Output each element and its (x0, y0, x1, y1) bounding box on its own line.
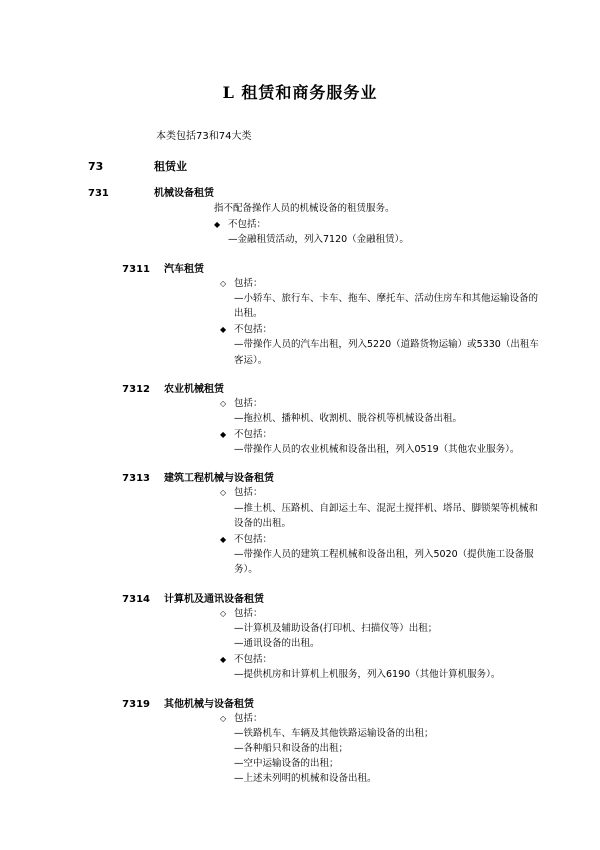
exclude-marker-icon: ◆ (220, 655, 227, 665)
group-label: 不包括： (234, 324, 273, 336)
include-marker-icon: ◇ (220, 488, 227, 498)
section-name: 计算机及通讯设备租赁 (164, 593, 264, 605)
group-heading (220, 532, 540, 547)
group-label: 包括： (234, 607, 263, 619)
group-heading (220, 396, 540, 411)
list-item: —带操作人员的建筑工程机械和设备出租，列入5020（提供施工设备服务）。 (234, 549, 534, 576)
intro-text: 本类包括73和74大类 (156, 131, 252, 142)
section-name: 租赁业 (154, 160, 187, 173)
list-item: —各种船只和设备的出租； (234, 742, 349, 754)
group-heading (220, 427, 540, 442)
group-heading (220, 322, 540, 337)
page-title: L 租赁和商务服务业 (222, 83, 378, 102)
list-item: —上述未列明的机械和设备出租。 (234, 773, 377, 785)
list-item: —铁路机车、车辆及其他铁路运输设备的出租； (234, 727, 434, 739)
group-label: 包括： (234, 712, 263, 724)
section-mid-731 (60, 184, 540, 199)
group-heading (220, 711, 540, 726)
exclude-marker-icon: ◆ (220, 325, 227, 335)
section-code: 7311 (122, 263, 150, 275)
list-item: —计算机及辅助设备(打印机、扫描仪等）出租； (234, 622, 438, 634)
section-code: 73 (88, 160, 104, 173)
section-body-7311 (220, 276, 540, 368)
section-code: 7312 (122, 383, 150, 395)
section-name: 其他机械与设备租赁 (164, 698, 254, 710)
section-sub-7313 (60, 469, 540, 484)
section-body-7312 (220, 396, 540, 458)
list-item: —拖拉机、播种机、收割机、脱谷机等机械设备出租。 (234, 412, 463, 424)
include-marker-icon: ◇ (220, 398, 227, 408)
list-item: —带操作人员的汽车出租，列入5220（道路货物运输）或5330（出租车客运）。 (234, 339, 539, 366)
section-name: 建筑工程机械与设备租赁 (164, 473, 274, 485)
section-body-7319 (220, 711, 540, 787)
section-name: 汽车租赁 (164, 263, 204, 275)
section-body-7313 (220, 485, 540, 577)
list-item: —提供机房和计算机上机服务，列入6190（其他计算机服务）。 (234, 669, 501, 681)
group-heading (220, 276, 540, 291)
group-heading (220, 606, 540, 621)
group-label: 不包括： (234, 534, 273, 545)
section-sub-7319 (60, 695, 540, 710)
group-heading (220, 652, 540, 667)
section-body-7314 (220, 606, 540, 683)
group-label: 包括： (234, 397, 263, 409)
include-marker-icon: ◇ (220, 608, 227, 618)
group-label: 不包括： (234, 654, 273, 666)
list-item: —空中运输设备的出租； (234, 758, 339, 770)
section-name: 农业机械租赁 (164, 383, 224, 395)
exclude-marker-icon: ◆ (214, 220, 221, 230)
section-code: 7313 (122, 473, 150, 485)
exclude-marker-icon: ◆ (220, 430, 227, 440)
section-sub-7312 (60, 380, 540, 395)
list-item: —通讯设备的出租。 (234, 637, 320, 649)
group-label: 包括： (234, 487, 263, 499)
section-sub-7314 (60, 590, 540, 605)
group-label: 不包括： (228, 219, 267, 231)
group-heading (214, 217, 540, 232)
section-description: 指不配备操作人员的机械设备的租赁服务。 (214, 203, 395, 214)
list-item: —带操作人员的农业机械和设备出租，列入0519（其他农业服务）。 (234, 444, 520, 456)
exclude-marker-icon: ◆ (220, 535, 227, 544)
section-major-73 (60, 158, 540, 174)
section-code: 7319 (122, 698, 150, 710)
section-sub-7311 (60, 260, 540, 275)
section-code: 731 (88, 188, 109, 199)
section-code: 7314 (122, 593, 150, 605)
include-marker-icon: ◇ (220, 713, 227, 723)
group-label: 包括： (234, 277, 263, 289)
section-name: 机械设备租赁 (154, 188, 214, 199)
list-item: —金融租赁活动，列入7120（金融租赁）。 (228, 234, 409, 246)
group-heading (220, 485, 540, 500)
group-label: 不包括： (234, 429, 273, 441)
include-marker-icon: ◇ (220, 278, 227, 288)
list-item: —推土机、压路机、自卸运土车、混泥土搅拌机、塔吊、脚锁架等机械和设备的出租。 (234, 502, 539, 529)
section-body-731 (214, 201, 540, 248)
list-item: —小轿车、旅行车、卡车、拖车、摩托车、活动住房车和其他运输设备的出租。 (234, 292, 539, 319)
